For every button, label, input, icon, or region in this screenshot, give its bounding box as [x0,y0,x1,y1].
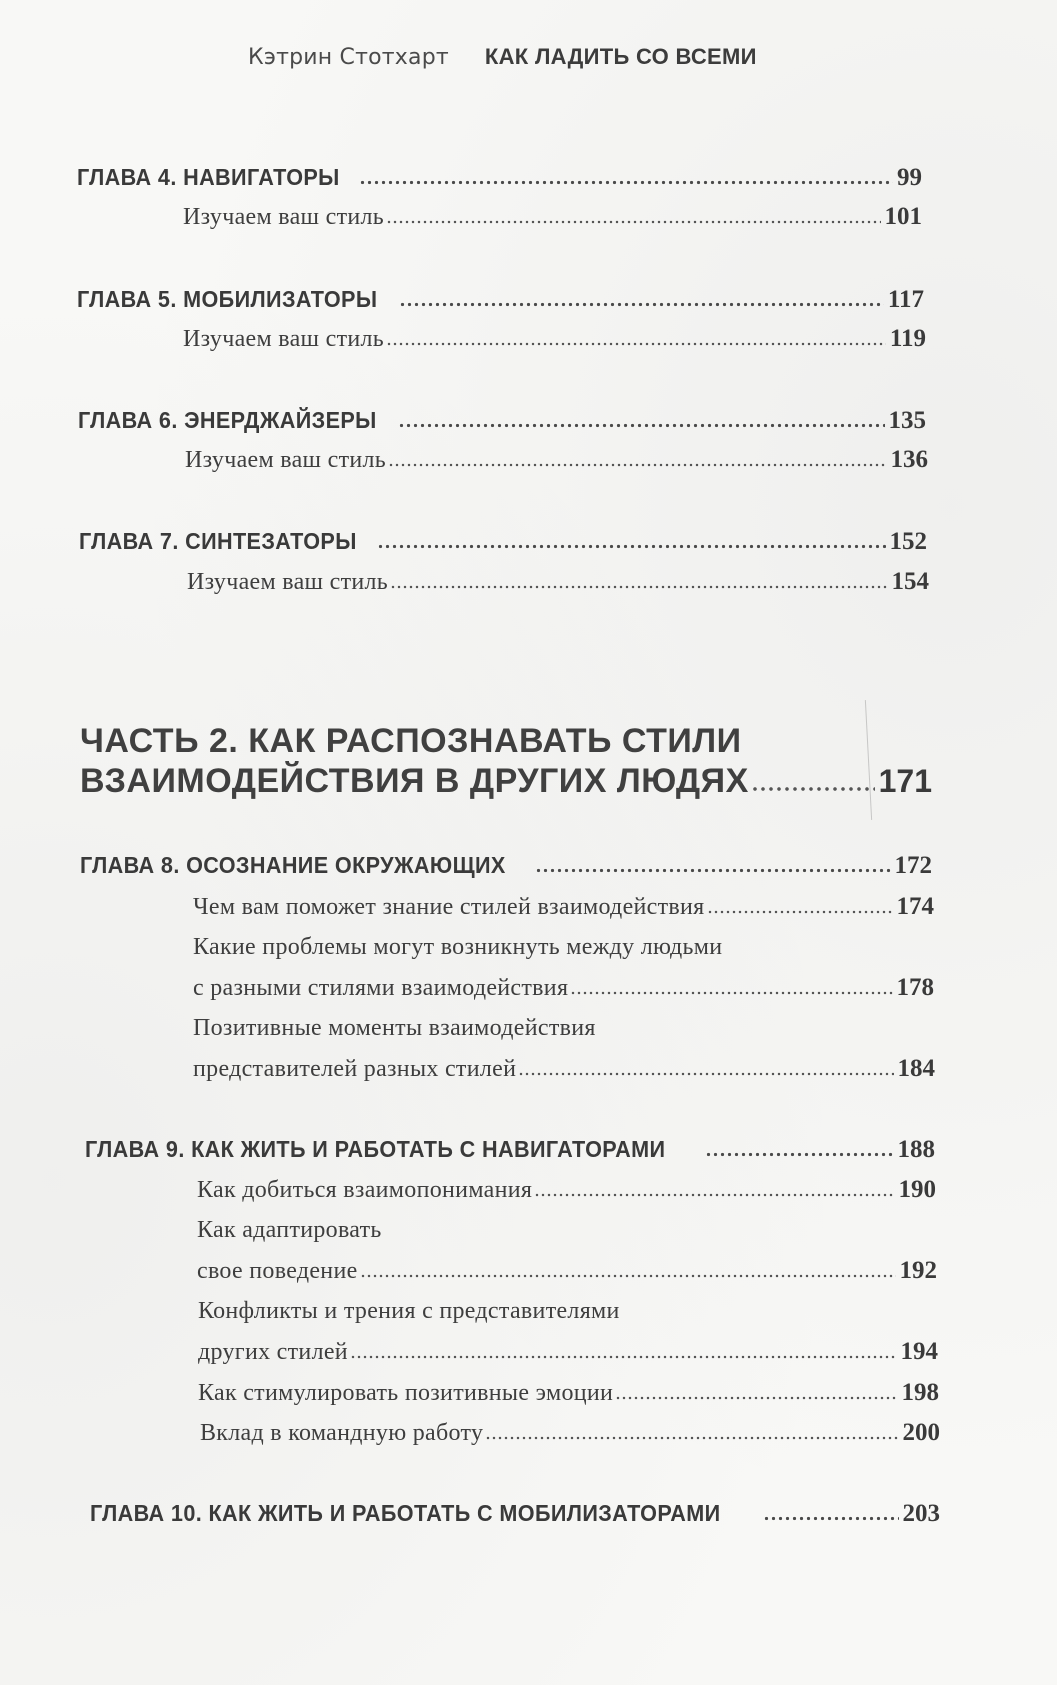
header-author: Кэтрин Стотхарт [248,45,449,70]
toc-page-number: 171 [878,763,932,799]
toc-section-title: свое поведение [197,1258,358,1284]
toc-entry-section[interactable] [198,1338,938,1366]
dot-leader [388,462,886,468]
toc-entry-section[interactable] [197,1257,937,1285]
toc-entry-section[interactable] [183,325,926,353]
toc-entry-section[interactable] [197,1176,936,1204]
dot-leader [518,1071,893,1077]
toc-chapter-title: ГЛАВА 5. МОБИЛИЗАТОРЫ [77,286,378,312]
toc-entry-chapter-7[interactable] [79,528,927,556]
toc-page-number: 101 [884,203,922,230]
toc-page-number: 194 [900,1338,938,1365]
toc-page-number: 203 [902,1500,940,1527]
toc-entry-section[interactable] [193,974,934,1002]
dot-leader [386,341,886,347]
toc-entry-section[interactable] [185,446,928,474]
toc-entry-section[interactable] [198,1379,939,1407]
dot-leader [570,990,892,996]
toc-chapter-title: ГЛАВА 8. ОСОЗНАНИЕ ОКРУЖАЮЩИХ [80,852,506,878]
toc-section-title: Вклад в командную работу [200,1420,484,1446]
header-book-title: КАК ЛАДИТЬ СО ВСЕМИ [484,44,757,69]
toc-entry-chapter-10[interactable] [90,1500,940,1528]
toc-entry-section[interactable] [200,1419,940,1447]
toc-page-number: 135 [888,407,926,434]
toc-entry-chapter-8[interactable] [80,852,932,880]
toc-chapter-title: ГЛАВА 6. ЭНЕРДЖАЙЗЕРЫ [78,407,377,433]
toc-page-number: 174 [896,893,934,920]
toc-section-title: Чем вам поможет знание стилей взаимодействия [193,894,705,920]
toc-page-number: 136 [890,446,928,473]
dot-leader [751,785,875,793]
toc-section-title-line-1[interactable]: Какие проблемы могут возникнуть между людьми [193,934,723,960]
toc-section-title: Изучаем ваш стиль [185,447,387,473]
toc-page-number: 200 [902,1419,940,1446]
toc-entry-section[interactable] [193,1055,935,1083]
toc-part-title: ВЗАИМОДЕЙСТВИЯ В ДРУГИХ ЛЮДЯХ [80,762,749,800]
dot-leader [485,1435,898,1441]
toc-entry-chapter-9[interactable] [85,1136,935,1164]
toc-section-title: Изучаем ваш стиль [183,204,385,230]
dot-leader [377,543,886,550]
toc-page-number: 192 [899,1257,937,1284]
toc-page-number: 117 [887,286,924,313]
toc-entry-section[interactable] [187,568,929,596]
toc-page-number: 152 [889,528,927,555]
dot-leader [398,422,885,429]
dot-leader [360,1273,896,1279]
toc-page-number: 154 [891,568,929,595]
dot-leader [707,909,893,915]
dot-leader [615,1395,897,1401]
running-header [248,44,757,70]
toc-section-title-line-1[interactable]: Позитивные моменты взаимодействия [193,1015,596,1041]
toc-part-2-title-line-1[interactable]: ЧАСТЬ 2. КАК РАСПОЗНАВАТЬ СТИЛИ [80,722,742,760]
toc-page-number: 198 [901,1379,939,1406]
dot-leader [390,584,887,590]
toc-section-title: Изучаем ваш стиль [183,326,385,352]
toc-entry-section[interactable] [183,203,922,231]
toc-chapter-title: ГЛАВА 4. НАВИГАТОРЫ [77,164,340,190]
toc-page-number: 172 [894,852,932,879]
toc-page-number: 99 [897,164,922,191]
toc-chapter-title: ГЛАВА 9. КАК ЖИТЬ И РАБОТАТЬ С НАВИГАТОРАМИ [85,1136,666,1162]
dot-leader [359,179,894,186]
dot-leader [705,1151,894,1158]
toc-section-title: Как добиться взаимопонимания [197,1177,533,1203]
toc-section-title: с разными стилями взаимодействия [193,975,569,1001]
dot-leader [763,1515,899,1522]
dot-leader [399,301,884,308]
toc-entry-chapter-5[interactable] [77,286,924,314]
toc-section-title: представителей разных стилей [193,1056,517,1082]
toc-section-title: Как стимулировать позитивные эмоции [198,1380,614,1406]
toc-entry-chapter-6[interactable] [78,407,926,435]
toc-page-number: 190 [898,1176,936,1203]
toc-page-number: 119 [889,325,926,352]
dot-leader [386,219,880,225]
dot-leader [535,867,891,874]
toc-chapter-title: ГЛАВА 7. СИНТЕЗАТОРЫ [79,528,357,554]
toc-page-number: 178 [896,974,934,1001]
toc-chapter-title: ГЛАВА 10. КАК ЖИТЬ И РАБОТАТЬ С МОБИЛИЗАТОРАМИ [90,1500,721,1526]
scan-artifact [865,700,872,820]
toc-section-title-line-1[interactable]: Как адаптировать [197,1217,382,1243]
toc-page-number: 184 [897,1055,935,1082]
toc-entry-part-2[interactable] [80,762,932,801]
toc-section-title: других стилей [198,1339,348,1365]
toc-entry-section[interactable] [193,893,934,921]
toc-section-title-line-1[interactable]: Конфликты и трения с представителями [198,1298,620,1324]
toc-entry-chapter-4[interactable] [77,164,922,192]
dot-leader [534,1192,894,1198]
dot-leader [350,1354,897,1360]
toc-page-number: 188 [897,1136,935,1163]
toc-section-title: Изучаем ваш стиль [187,569,389,595]
